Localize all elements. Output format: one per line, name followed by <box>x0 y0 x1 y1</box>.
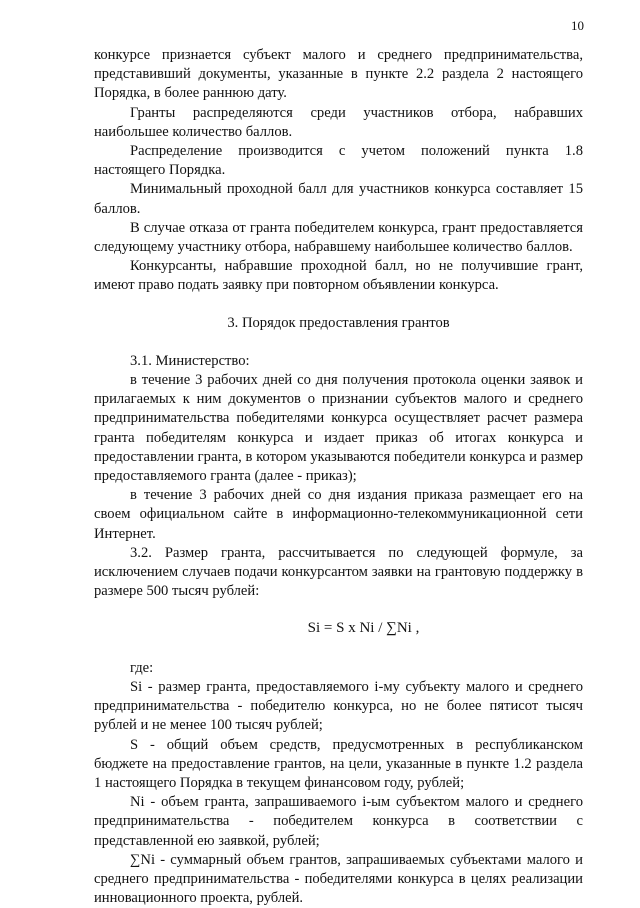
paragraph: 3.2. Размер гранта, рассчитывается по следующей формуле, за исключением случаев подачи конкурсантом заявки на грантовую поддержку в размере 500 тысяч рублей: <box>94 544 583 600</box>
document-body <box>94 46 583 908</box>
paragraph: Распределение производится с учетом положений пункта 1.8 настоящего Порядка. <box>94 143 583 179</box>
paragraph: Гранты распределяются среди участников отбора, набравших наибольшее количество баллов. <box>94 104 583 140</box>
definition-si: Si - размер гранта, предоставляемого i-му субъекту малого и среднего предпринимательства - победителю конкурса, но не более пятисот тысяч рублей и не менее 100 тысяч рублей; <box>94 678 583 734</box>
page-number: 10 <box>571 18 584 33</box>
paragraph-continuation: конкурсе признается субъект малого и среднего предпринимательства, представивший документы, указанные в пункте 2.2 раздела 2 настоящего Порядка, в более раннюю дату. <box>94 47 583 102</box>
paragraph: в течение 3 рабочих дней со дня издания приказа размещает его на своем официальном сайте в информационно-телекоммуникационной сети Интернет. <box>94 487 583 542</box>
paragraph: в течение 3 рабочих дней со дня получения протокола оценки заявок и прилагаемых к ним документов о признании субъектов малого и среднего предпринимательства победителями конкурса осуществляет расчет размера гранта победителям конкурса и издает приказ об итогах конкурса и предоставлении гранта, в котором указываются победители конкурса и размер предоставляемого гранта (далее - приказ); <box>94 372 583 485</box>
clause-heading: 3.1. Министерство: <box>130 352 250 369</box>
paragraph: Конкурсанты, набравшие проходной балл, но не получившие грант, имеют право подать заявку при повторном объявлении конкурса. <box>94 258 583 294</box>
paragraph: В случае отказа от гранта победителем конкурса, грант предоставляется следующему участнику отбора, набравшему наибольшее количество баллов. <box>94 219 583 256</box>
definition-s: S - общий объем средств, предусмотренных в республиканском бюджете на предоставление грантов, на цели, указанные в пункте 1.2 раздела 1 настоящего Порядка в текущем финансовом году, рублей; <box>94 736 583 791</box>
definition-sum-ni: ∑Ni - суммарный объем грантов, запрашиваемых субъектами малого и среднего предпринимательства - победителями конкурса в целях реализации инновационного проекта, рублей. <box>94 851 583 907</box>
where-label: где: <box>130 659 154 676</box>
paragraph: Минимальный проходной балл для участников конкурса составляет 15 баллов. <box>94 181 583 217</box>
section-heading: 3. Порядок предоставления грантов <box>227 314 450 331</box>
definition-ni: Ni - объем гранта, запрашиваемого i-ым субъектом малого и среднего предпринимательства - победителем конкурса в соответствии с представленной ею заявкой, рублей; <box>94 794 583 849</box>
grant-formula: Si = S x Ni / ∑Ni , <box>307 620 420 637</box>
